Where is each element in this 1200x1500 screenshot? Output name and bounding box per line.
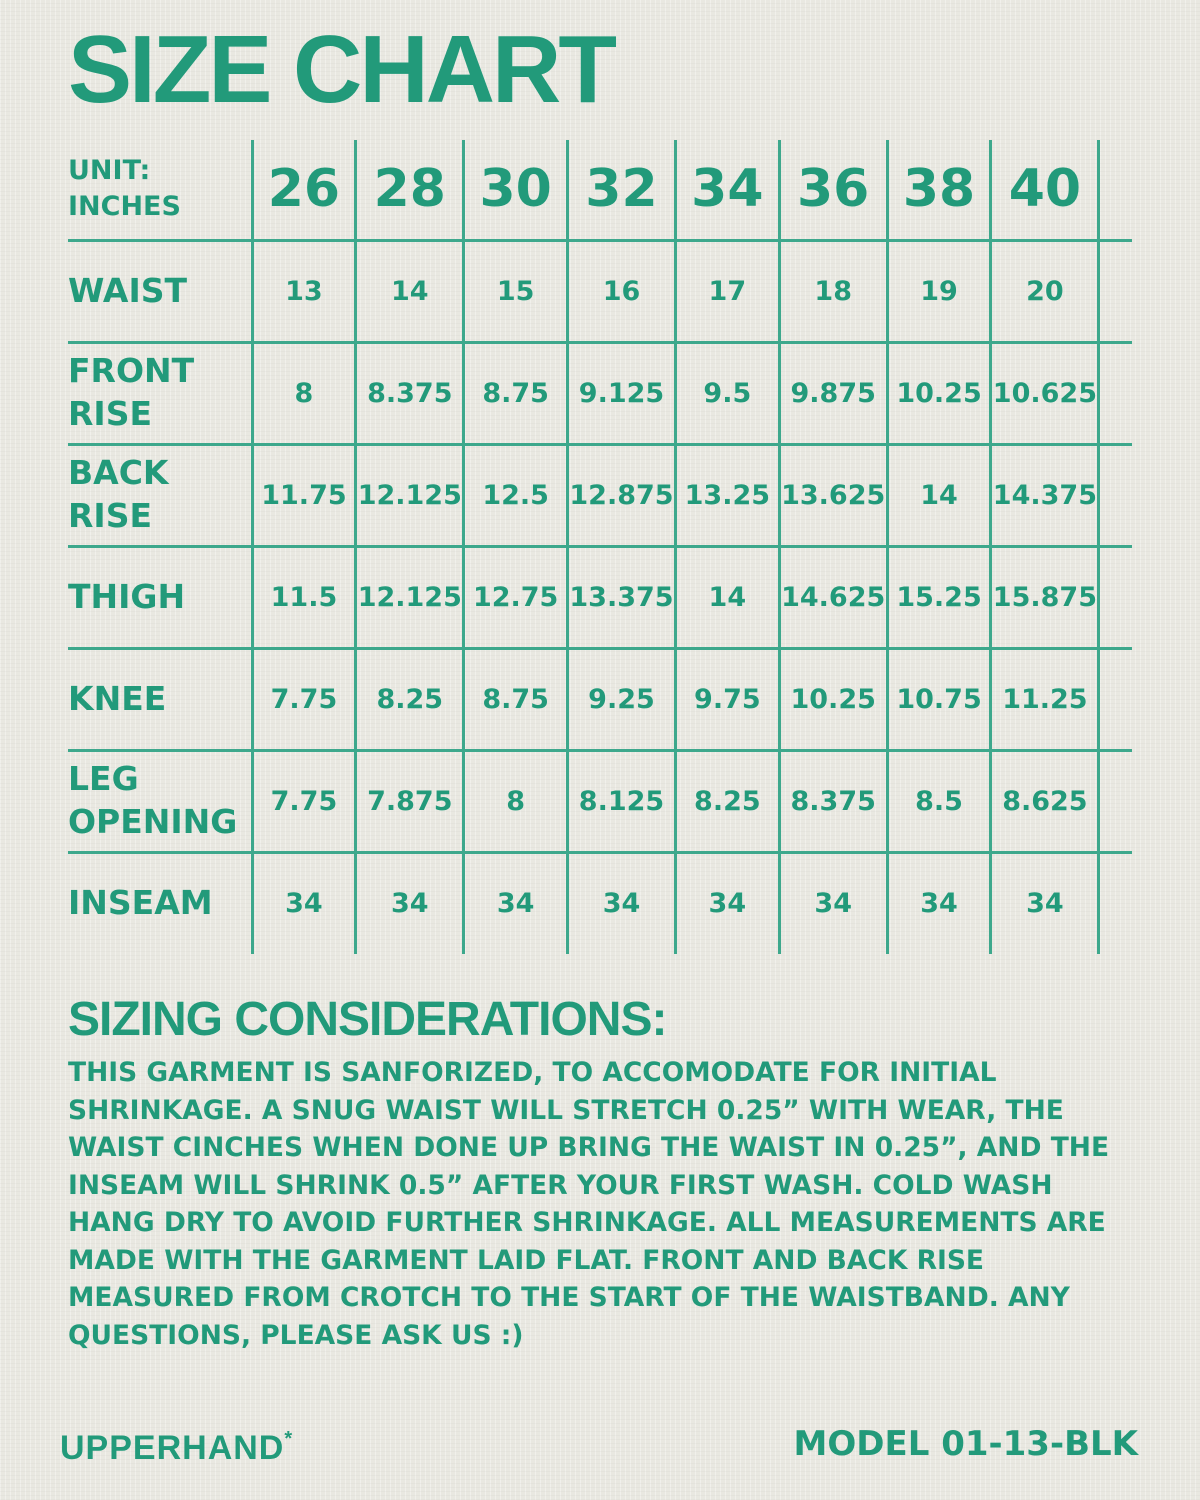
brand-logo <box>60 1428 293 1468</box>
table-edge <box>1099 852 1132 954</box>
row-label <box>68 852 252 954</box>
table-cell: 10.25 <box>887 342 991 444</box>
table-cell: 13 <box>252 240 356 342</box>
row-label-line: LEG <box>68 759 139 799</box>
table-cell: 14.375 <box>991 444 1099 546</box>
row-label-line: OPENING <box>68 802 238 841</box>
table-cell: 8.625 <box>991 750 1099 852</box>
row-label <box>68 750 252 852</box>
table-cell: 15.25 <box>887 546 991 648</box>
row-label-line: RISE <box>68 394 152 433</box>
table-row <box>68 444 1132 546</box>
table-cell: 10.25 <box>779 648 887 750</box>
table-cell: 11.25 <box>991 648 1099 750</box>
size-header: 38 <box>887 140 991 240</box>
considerations-title: SIZING CONSIDERATIONS: <box>68 993 667 1046</box>
table-cell: 34 <box>675 852 779 954</box>
table-row <box>68 546 1132 648</box>
table-edge <box>1099 750 1132 852</box>
table-row <box>68 240 1132 342</box>
table-cell: 12.125 <box>356 546 464 648</box>
table-cell: 14 <box>356 240 464 342</box>
table-cell: 8 <box>464 750 568 852</box>
table-cell: 8.25 <box>675 750 779 852</box>
table-cell: 10.625 <box>991 342 1099 444</box>
table-header-row <box>68 140 1132 240</box>
table-cell: 8.125 <box>568 750 676 852</box>
table-edge <box>1099 444 1132 546</box>
table-edge <box>1099 240 1132 342</box>
table-cell: 14 <box>675 546 779 648</box>
size-chart-table <box>68 140 1132 954</box>
row-label-line: THIGH <box>68 576 186 616</box>
table-cell: 12.875 <box>568 444 676 546</box>
table-cell: 11.5 <box>252 546 356 648</box>
table-cell: 12.125 <box>356 444 464 546</box>
table-cell: 8.375 <box>356 342 464 444</box>
table-cell: 9.875 <box>779 342 887 444</box>
size-header: 40 <box>991 140 1099 240</box>
table-row <box>68 648 1132 750</box>
table-cell: 34 <box>356 852 464 954</box>
table-cell: 8 <box>252 342 356 444</box>
table-edge <box>1099 342 1132 444</box>
table-cell: 34 <box>252 852 356 954</box>
row-label <box>68 240 252 342</box>
table-cell: 13.625 <box>779 444 887 546</box>
page-title: SIZE CHART <box>68 16 614 123</box>
model-number: MODEL 01-13-BLK <box>793 1424 1138 1464</box>
table-edge <box>1099 648 1132 750</box>
table-cell: 14.625 <box>779 546 887 648</box>
table-cell: 16 <box>568 240 676 342</box>
table-cell: 13.375 <box>568 546 676 648</box>
row-label-line: RISE <box>68 496 152 535</box>
row-label <box>68 546 252 648</box>
table-cell: 8.75 <box>464 342 568 444</box>
table-row <box>68 342 1132 444</box>
size-header: 30 <box>464 140 568 240</box>
table-cell: 8.75 <box>464 648 568 750</box>
table-cell: 34 <box>887 852 991 954</box>
table-cell: 34 <box>779 852 887 954</box>
brand-name: UPPERHAND <box>60 1429 285 1467</box>
table-cell: 15.875 <box>991 546 1099 648</box>
brand-star-icon: * <box>284 1428 294 1450</box>
table-cell: 17 <box>675 240 779 342</box>
table-row <box>68 852 1132 954</box>
table-cell: 8.5 <box>887 750 991 852</box>
table-cell: 19 <box>887 240 991 342</box>
row-label-line: KNEE <box>68 678 167 718</box>
size-header: 36 <box>779 140 887 240</box>
table-cell: 34 <box>464 852 568 954</box>
table-cell: 7.875 <box>356 750 464 852</box>
unit-label-line: UNIT: <box>68 154 151 186</box>
size-header: 28 <box>356 140 464 240</box>
size-header: 34 <box>675 140 779 240</box>
table-cell: 15 <box>464 240 568 342</box>
table-cell: 14 <box>887 444 991 546</box>
table-cell: 12.75 <box>464 546 568 648</box>
table-cell: 9.125 <box>568 342 676 444</box>
table-cell: 9.5 <box>675 342 779 444</box>
row-label-line: FRONT <box>68 351 195 391</box>
row-label-line: WAIST <box>68 270 188 310</box>
table-cell: 20 <box>991 240 1099 342</box>
row-label-line: INSEAM <box>68 883 213 923</box>
table-cell: 34 <box>568 852 676 954</box>
table-cell: 18 <box>779 240 887 342</box>
table-cell: 8.375 <box>779 750 887 852</box>
table-edge <box>1099 140 1132 240</box>
unit-label-line: INCHES <box>68 191 181 223</box>
unit-label <box>68 140 252 240</box>
table-cell: 13.25 <box>675 444 779 546</box>
table-cell: 9.25 <box>568 648 676 750</box>
table-cell: 34 <box>991 852 1099 954</box>
row-label <box>68 444 252 546</box>
considerations-body: THIS GARMENT IS SANFORIZED, TO ACCOMODATE FOR INITIAL SHRINKAGE. A SNUG WAIST WILL STRETCH 0.25” WITH WEAR, THE WAIST CINCHES WHEN DONE UP BRING THE WAIST IN 0.25”, AND THE INSEAM WILL SHRINK 0.5” AFTER YOUR FIRST WASH. COLD WASH HANG DRY TO AVOID FURTHER SHRINKAGE. ALL MEASUREMENTS ARE MADE WITH THE GARMENT LAID FLAT. FRONT AND BACK RISE MEASURED FROM CROTCH TO THE START OF THE WAISTBAND. ANY QUESTIONS, PLEASE ASK US :) <box>68 1057 1110 1351</box>
table-cell: 12.5 <box>464 444 568 546</box>
table-cell: 7.75 <box>252 750 356 852</box>
row-label <box>68 648 252 750</box>
table-edge <box>1099 546 1132 648</box>
row-label <box>68 342 252 444</box>
table-cell: 8.25 <box>356 648 464 750</box>
size-header: 32 <box>568 140 676 240</box>
table-cell: 7.75 <box>252 648 356 750</box>
size-header: 26 <box>252 140 356 240</box>
table-cell: 9.75 <box>675 648 779 750</box>
table-cell: 10.75 <box>887 648 991 750</box>
row-label-line: BACK <box>68 453 169 493</box>
table-row <box>68 750 1132 852</box>
table-cell: 11.75 <box>252 444 356 546</box>
